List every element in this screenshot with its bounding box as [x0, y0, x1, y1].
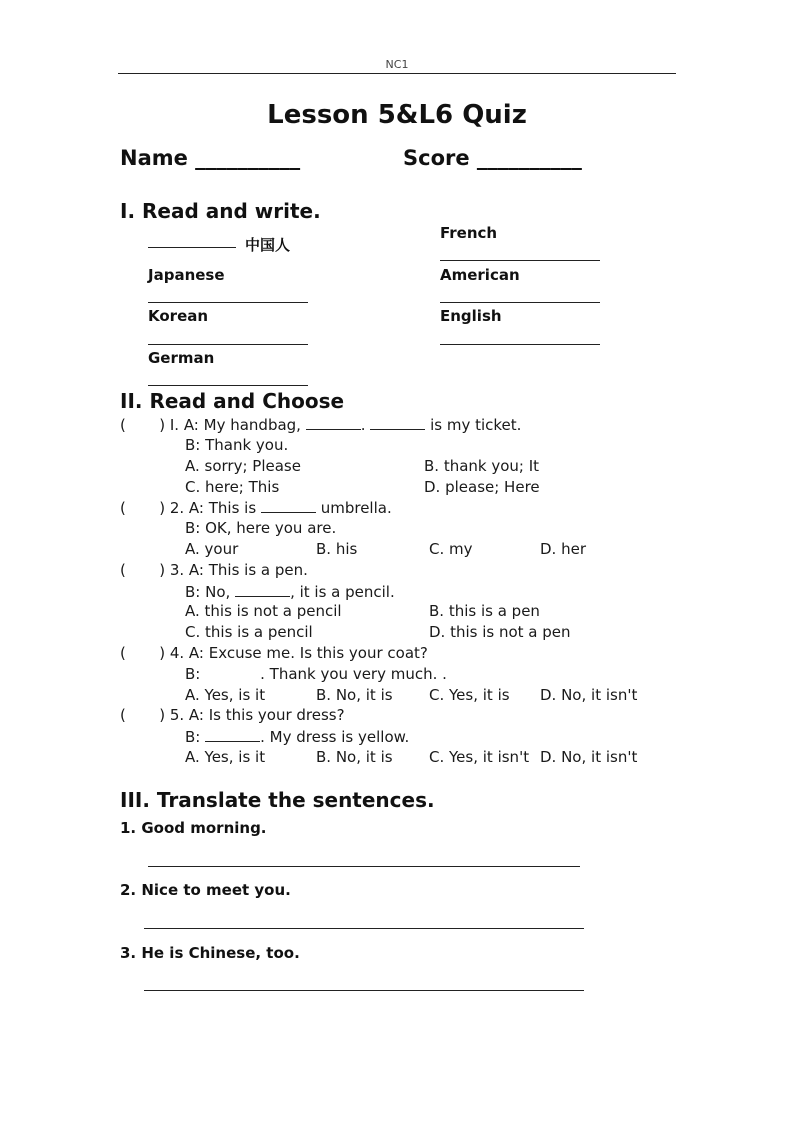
translation-line-2[interactable] [144, 928, 584, 929]
question-3-b-line [185, 582, 395, 601]
word-japanese: Japanese [148, 266, 225, 284]
question-1-b-line: B: Thank you. [185, 436, 289, 454]
sentence-3: 3. He is Chinese, too. [120, 944, 300, 962]
question-5-option-a[interactable]: A. Yes, is it [185, 748, 266, 766]
question-4-b-line [185, 665, 447, 683]
answer-line-japanese[interactable] [148, 302, 308, 303]
word-german: German [148, 349, 215, 367]
answer-line-french[interactable] [440, 260, 600, 261]
question-1-option-a[interactable]: A. sorry; Please [185, 457, 301, 475]
question-3-b-start: B: No, [185, 583, 231, 601]
question-4-option-d[interactable]: D. No, it isn't [540, 686, 638, 704]
question-2-option-b[interactable]: B. his [316, 540, 358, 558]
answer-bracket[interactable]: ( [120, 416, 160, 434]
question-5-b-end: . My dress is yellow. [260, 728, 410, 746]
question-2-b-line: B: OK, here you are. [185, 519, 337, 537]
question-3-option-a[interactable]: A. this is not a pencil [185, 602, 342, 620]
header-code: NC1 [385, 58, 409, 71]
question-1 [120, 415, 521, 434]
question-5-b-line [185, 727, 409, 746]
question-4-b-end: . Thank you very much. . [260, 665, 447, 683]
question-2-end: umbrella. [320, 499, 392, 517]
score-field[interactable]: Score __________ [403, 146, 582, 170]
question-2-prompt: ) 2. A: This is [159, 499, 257, 517]
question-3-prompt: ) 3. A: This is a pen. [159, 561, 308, 579]
question-1-option-d[interactable]: D. please; Here [424, 478, 540, 496]
answer-bracket[interactable]: ( [120, 561, 160, 579]
question-4-b-start: B: [185, 665, 201, 683]
blank[interactable] [235, 582, 290, 597]
part1-heading: I. Read and write. [120, 199, 321, 223]
answer-bracket[interactable]: ( [120, 706, 160, 724]
question-2-option-a[interactable]: A. your [185, 540, 239, 558]
word-english: English [440, 307, 502, 325]
answer-bracket[interactable]: ( [120, 499, 160, 517]
word-american: American [440, 266, 520, 284]
part3-heading: III. Translate the sentences. [120, 788, 435, 812]
question-1-end: is my ticket. [430, 416, 522, 434]
blank[interactable] [370, 415, 425, 430]
answer-line-german[interactable] [148, 385, 308, 386]
question-5-option-d[interactable]: D. No, it isn't [540, 748, 638, 766]
question-3-b-end: , it is a pencil. [290, 583, 395, 601]
answer-line-american[interactable] [440, 302, 600, 303]
question-4-option-c[interactable]: C. Yes, it is [429, 686, 510, 704]
answer-line-english[interactable] [440, 344, 600, 345]
answer-line-chinese[interactable] [148, 247, 236, 248]
blank[interactable] [205, 727, 260, 742]
question-3-option-b[interactable]: B. this is a pen [429, 602, 540, 620]
sentence-2: 2. Nice to meet you. [120, 881, 291, 899]
question-1-separator: . [360, 416, 366, 434]
part2-heading: II. Read and Choose [120, 389, 345, 413]
question-3-option-c[interactable]: C. this is a pencil [185, 623, 313, 641]
question-1-prompt: ) I. A: My handbag, [159, 416, 301, 434]
question-2 [120, 498, 392, 517]
translation-line-3[interactable] [144, 990, 584, 991]
question-4-prompt: ) 4. A: Excuse me. Is this your coat? [159, 644, 428, 662]
quiz-title: Lesson 5&L6 Quiz [267, 100, 527, 130]
blank[interactable] [306, 415, 361, 430]
question-5-option-c[interactable]: C. Yes, it isn't [429, 748, 530, 766]
word-korean: Korean [148, 307, 209, 325]
header-rule [118, 73, 676, 74]
question-2-option-d[interactable]: D. her [540, 540, 586, 558]
answer-bracket[interactable]: ( [120, 644, 160, 662]
sentence-1: 1. Good morning. [120, 819, 267, 837]
question-1-option-c[interactable]: C. here; This [185, 478, 280, 496]
question-2-option-c[interactable]: C. my [429, 540, 473, 558]
question-4-option-b[interactable]: B. No, it is [316, 686, 393, 704]
question-3-option-d[interactable]: D. this is not a pen [429, 623, 571, 641]
question-1-option-b[interactable]: B. thank you; It [424, 457, 540, 475]
question-4 [120, 644, 428, 662]
question-5 [120, 706, 345, 724]
answer-line-korean[interactable] [148, 344, 308, 345]
name-field[interactable]: Name __________ [120, 146, 301, 170]
translation-line-1[interactable] [148, 866, 580, 867]
word-chinese: 中国人 [245, 236, 291, 254]
blank[interactable] [261, 498, 316, 513]
question-5-option-b[interactable]: B. No, it is [316, 748, 393, 766]
word-french: French [440, 224, 498, 242]
question-5-b-start: B: [185, 728, 201, 746]
question-4-option-a[interactable]: A. Yes, is it [185, 686, 266, 704]
question-5-prompt: ) 5. A: Is this your dress? [159, 706, 345, 724]
question-3 [120, 561, 308, 579]
